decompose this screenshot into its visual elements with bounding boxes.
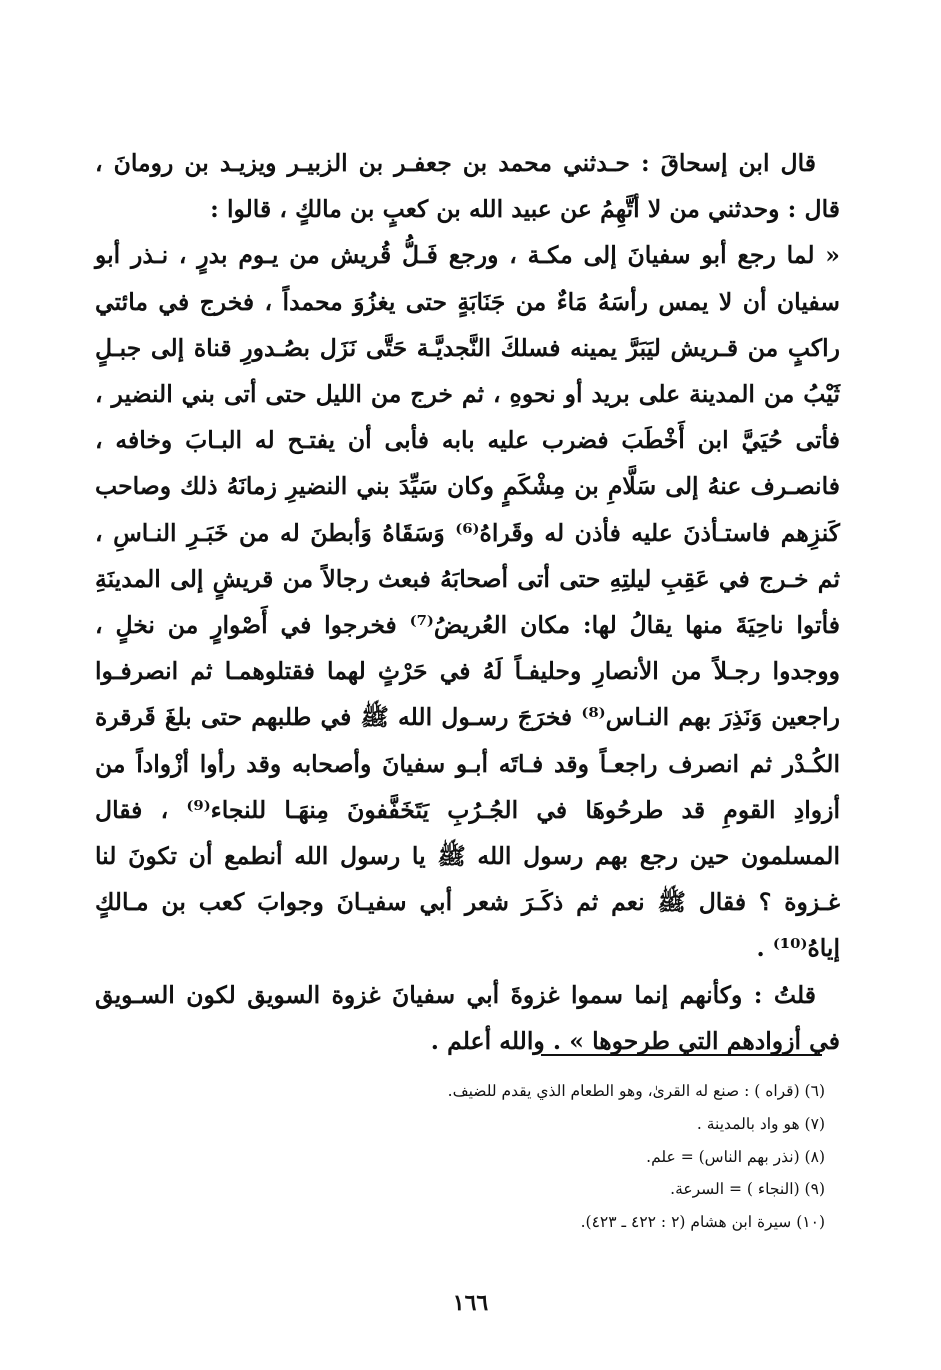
footnotes — [95, 1075, 825, 1239]
paragraph-author-comment: قلتُ : وكأنهم إنما سموا غزوةَ أبي سفيانَ غزوة السويق لكون السـويق في أزوادهم التي طرحوها » . والله أعلم . — [95, 980, 840, 1055]
footnote-separator — [541, 1054, 822, 1056]
footnote-8: (٨) (نذر بهم الناس) = علم. — [646, 1147, 825, 1166]
page-number: ١٦٦ — [452, 1290, 489, 1316]
main-text — [95, 140, 840, 1064]
footnote-7: (٧) هو واد بالمدينة . — [696, 1114, 825, 1133]
footnote-9: (٩) (النجاء ) = السرعة. — [670, 1180, 825, 1199]
footnote-6: (٦) (قراه ) : صنع له القرىٰ، وهو الطعام الذي يقدم للضيف. — [447, 1082, 825, 1100]
paragraph-narrative: « لما رجع أبو سفيانَ إلى مكـة ، ورجع فَـلُّ قُريش من يـوم بدرٍ ، نـذر أبو سفيان أن لا يمس رأسَهُ مَاءٌ من جَنَابَةٍ حتى يغزُوَ محمداً ، فخرج في مائتي راكبٍ من قـريش ليَبَرَّ يمينه فسلكَ النَّجديَّـة حَتَّى نَزَل بصُـدورِ قناة إلى جبـلٍ ثَيْبُ من المدينة على بريد أو نحوهِ ، ثم خرج من الليل حتى أتى بني النضير ، فأتى حُيَيَّ ابن أَخْطَبَ فضرب عليه بابه فأبى أن يفتـح له البـابَ وخافه ، فانصـرف عنهُ إلى سَلَّامِ بن مِشْكَمٍ وكان سَيِّدَ بني النضيرِ زمانَهُ ذلك وصاحب كَنزِهم فاستـأذنَ عليه فأذن له وقَراهُ⁽⁶⁾ وَسَقَاهُ وَأبطنَ له من خَبَـرِ النـاسِ ، ثم خـرج في عَقِبِ ليلتِهِ حتى أتى أصحابَهُ فبعث رجالاً من قريشٍ إلى المدينَةِ فأتوا ناحِيَةَ منها يقالُ لها: مكان العُريضُ⁽⁷⁾ فخرجوا في أَصْوارٍ من نخلٍ ، ووجدوا رجـلاً من الأنصارِ وحليفـاً لَهُ في حَرْثٍ لهما فقتلوهمـا ثم انصرفـوا راجعين وَنَذِرَ بهم النـاس⁽⁸⁾ فخرَجَ رسـول الله ﷺ في طلبهم حتى بلغَ قَرقرة الكُـدْر ثم انصرف راجعـاً وقد فـاتَه أبـو سفيانَ وأصحابه وقد رأوا أزْواداً من أزوادِ القومِ قد طرحُوهَا في الجُـرُبِ يَتَخَفَّفونَ مِنهَـا للنجاء⁽⁹⁾ ، فقال المسلمون حين رجع بهم رسول الله ﷺ يا رسول الله أنطمع أن تكونَ لنا غـزوة ؟ فقال ﷺ نعم ثم ذكَـرَ شعر أبي سفيـانَ وجوابَ كعب بن مـالكٍ إياهُ⁽¹⁰⁾ . — [95, 241, 841, 963]
footnote-10: (١٠) سيرة ابن هشام (٢ : ٤٢٢ ـ ٤٢٣). — [580, 1213, 825, 1232]
paragraph-isnad: قال ابن إسحاقَ : حـدثني محمد بن جعفـر بن الزبيـر ويزيـد بن رومانَ ، قال : وحدثني من لا أتَّهِمُ عن عبيد الله بن كعبٍ بن مالكٍ ، قالوا : — [95, 149, 840, 224]
